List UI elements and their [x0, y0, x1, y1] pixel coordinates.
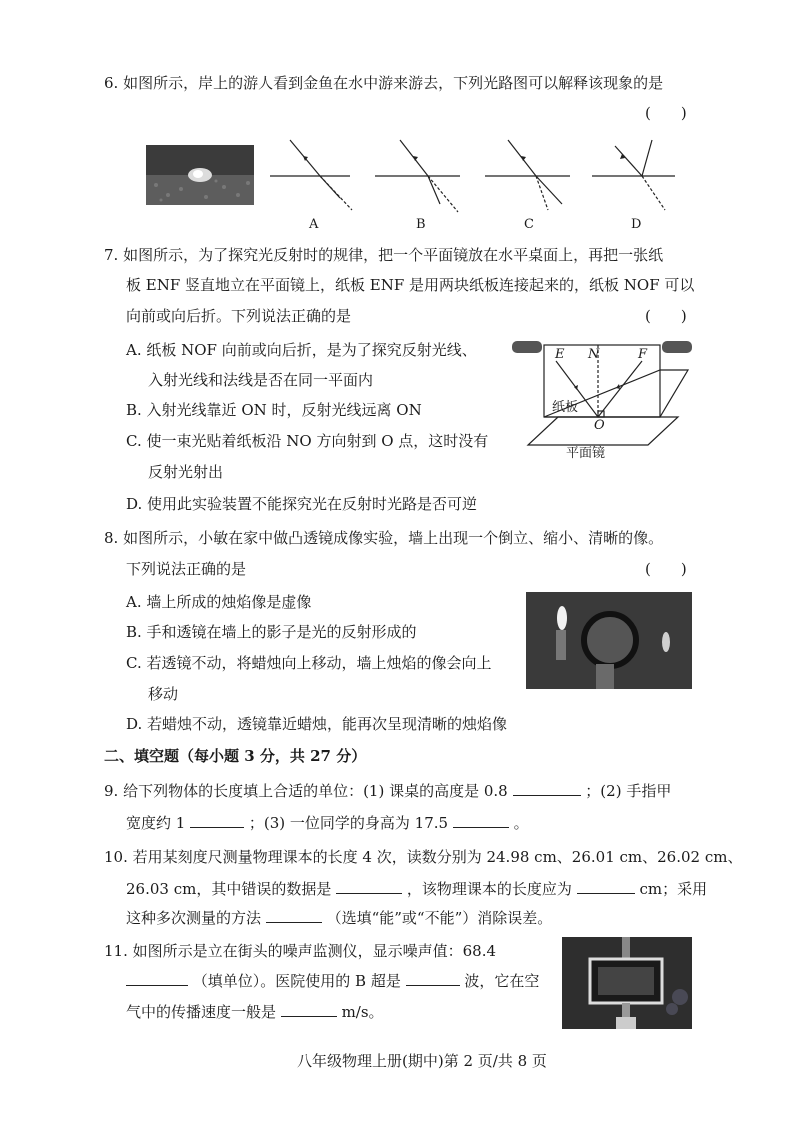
q11-line1: 11. 如图所示是立在街头的噪声监测仪，显示噪声值：68.4 [104, 942, 497, 960]
label-e: E [555, 347, 565, 362]
q7-option-c-1: C. 使一束光贴着纸板沿 NO 方向射到 O 点，这时没有 [126, 432, 489, 450]
q8-line1: 8. 如图所示，小敏在家中做凸透镜成像实验，墙上出现一个倒立、缩小、清晰的像。 [104, 529, 664, 547]
q7-line3: 向前或向后折。下列说法正确的是 [126, 307, 352, 325]
q7-line1: 7. 如图所示，为了探究光反射时的规律，把一个平面镜放在水平桌面上，再把一张纸 [104, 246, 664, 264]
q8-option-d: D. 若蜡烛不动，透镜靠近蜡烛，能再次呈现清晰的烛焰像 [126, 715, 508, 733]
section-2-heading: 二、填空题（每小题 3 分，共 27 分） [104, 747, 367, 765]
q6-stem: 6. 如图所示，岸上的游人看到金鱼在水中游来游去，下列光路图可以解释该现象的是 [104, 74, 664, 92]
ray-diagram-b [375, 140, 460, 212]
page-footer: 八年级物理上册(期中)第 2 页/共 8 页 [297, 1052, 547, 1070]
q11-text-3: 气中的传播速度一般是 [126, 1003, 277, 1021]
q8-option-c-1: C. 若透镜不动，将蜡烛向上移动，墙上烛焰的像会向上 [126, 654, 492, 672]
q10-text-2: ，该物理课本的长度应为 [406, 880, 572, 898]
label-board: 纸板 [552, 400, 579, 415]
q6-answer-paren: ( ) [645, 104, 687, 122]
label-f: F [638, 347, 648, 362]
q10-text-3: cm；采用 [639, 880, 708, 898]
lens-photo [526, 592, 692, 689]
q10-line1: 10. 若用某刻度尺测量物理课本的长度 4 次，读数分别为 24.98 cm、26.01 cm、26.02 cm、 [104, 848, 743, 866]
q8-option-b: B. 手和透镜在墙上的影子是光的反射形成的 [126, 623, 417, 641]
q10-blank-2[interactable] [577, 877, 635, 894]
q10-line3 [126, 906, 552, 929]
q11-text-2: 波，它在空 [464, 972, 540, 990]
q7-option-c-2: 反射光射出 [148, 463, 224, 481]
q9-text-3: 宽度约 1 [126, 814, 186, 832]
q11-line2 [126, 969, 539, 992]
q11-line3 [126, 1000, 384, 1023]
q8-option-a: A. 墙上所成的烛焰像是虚像 [126, 593, 312, 611]
q10-text-5: （选填“能”或“不能”）消除误差。 [326, 909, 553, 927]
q9-text-5: 。 [513, 814, 529, 832]
q11-blank-3[interactable] [281, 1000, 337, 1017]
noise-monitor-photo [562, 937, 692, 1029]
ray-diagrams [270, 132, 680, 237]
q9-blank-2[interactable] [190, 811, 244, 828]
q9-blank-3[interactable] [453, 811, 509, 828]
q11-blank-1[interactable] [126, 969, 188, 986]
q10-text-4: 这种多次测量的方法 [126, 909, 262, 927]
q8-option-c-2: 移动 [148, 685, 179, 703]
q9-line2 [126, 811, 529, 834]
q9-blank-1[interactable] [513, 779, 581, 796]
q8-line2: 下列说法正确的是 [126, 560, 247, 578]
label-o: O [594, 418, 605, 433]
q7-option-a-1: A. 纸板 NOF 向前或向后折，是为了探究反射光线、 [126, 341, 477, 359]
q7-option-a-2: 入射光线和法线是否在同一平面内 [148, 371, 374, 389]
q9-text-2: ；(2) 手指甲 [585, 782, 672, 800]
option-a-label: A [309, 217, 319, 232]
q7-line2: 板 ENF 竖直地立在平面镜上，纸板 ENF 是用两块纸板连接起来的，纸板 NOF 可以 [126, 276, 695, 294]
ray-diagram-d [592, 140, 675, 210]
q9-line1 [104, 779, 671, 802]
q9-text-4: ；(3) 一位同学的身高为 17.5 [248, 814, 449, 832]
ray-diagram-a [270, 140, 352, 210]
q11-text-4: m/s。 [341, 1003, 384, 1021]
goldfish-photo [146, 145, 254, 205]
q8-answer-paren: ( ) [645, 560, 687, 578]
q7-option-d: D. 使用此实验装置不能探究光在反射时光路是否可逆 [126, 495, 478, 513]
q10-line2 [126, 877, 707, 900]
q10-blank-3[interactable] [266, 906, 322, 923]
q7-answer-paren: ( ) [645, 307, 687, 325]
q11-text-1: （填单位）。医院使用的 B 超是 [192, 972, 401, 990]
q10-blank-1[interactable] [336, 877, 402, 894]
q10-text-1: 26.03 cm，其中错误的数据是 [126, 880, 332, 898]
q9-text-1: 9. 给下列物体的长度填上合适的单位：(1) 课桌的高度是 0.8 [104, 782, 508, 800]
label-n: N [588, 347, 600, 362]
ray-diagram-c [485, 140, 570, 210]
option-d-label: D [631, 217, 642, 232]
q7-option-b: B. 入射光线靠近 ON 时，反射光线远离 ON [126, 401, 422, 419]
q11-blank-2[interactable] [406, 969, 460, 986]
option-b-label: B [416, 217, 426, 232]
option-c-label: C [524, 217, 534, 232]
label-mirror: 平面镜 [566, 446, 606, 461]
